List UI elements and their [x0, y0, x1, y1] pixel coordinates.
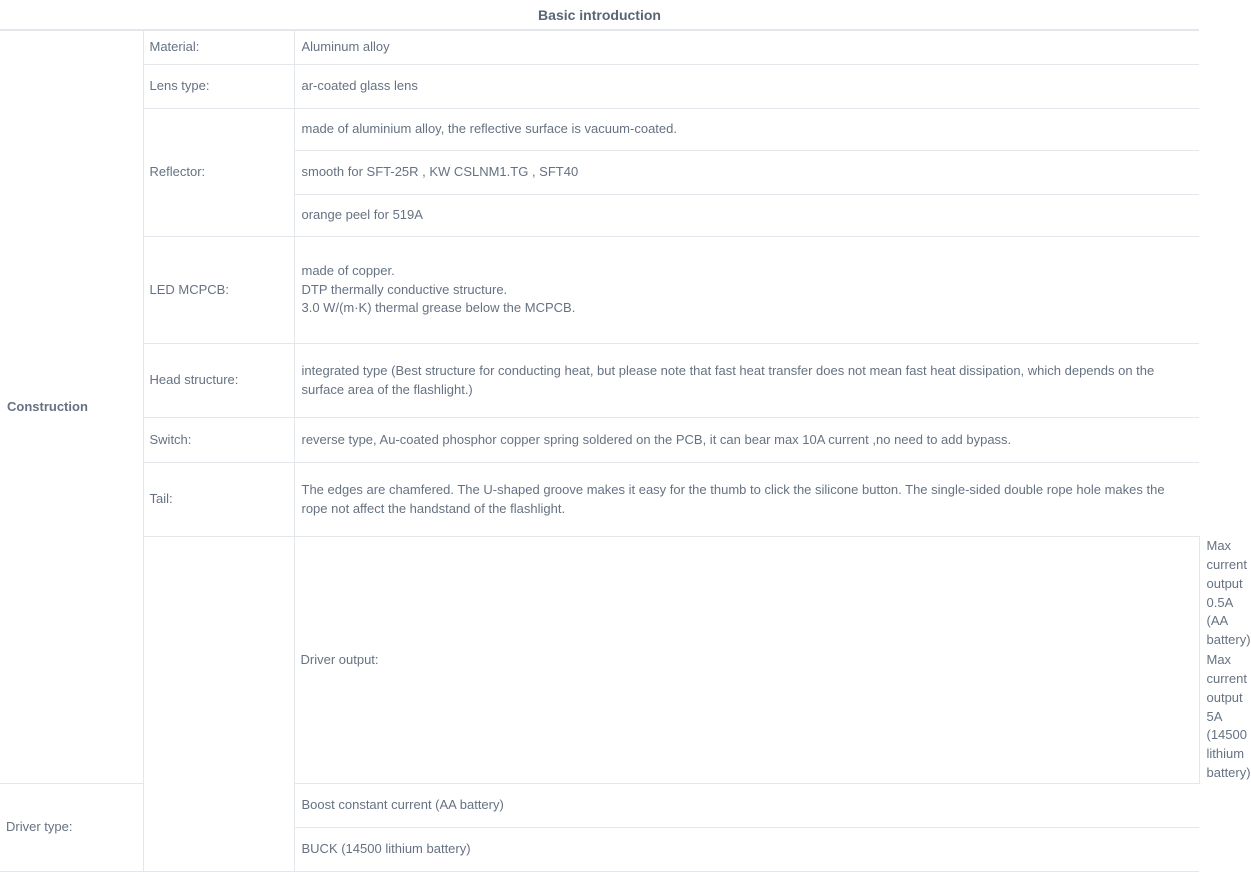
mcpcb-line-1: made of copper.	[301, 262, 395, 278]
row-label-reflector: Reflector:	[143, 109, 294, 237]
table-row: Driver output: Max current output 0.5A (AA battery)	[0, 537, 1199, 651]
row-value-switch: reverse type, Au-coated phosphor copper spring soldered on the PCB, it can bear max 10A current ,no need to add bypass.	[294, 418, 1199, 463]
group-construction: Construction	[0, 31, 143, 784]
row-value-reflector-2: smooth for SFT-25R , KW CSLNM1.TG , SFT40	[294, 151, 1199, 195]
table-row	[0, 463, 1199, 537]
row-value-lens: ar-coated glass lens	[294, 65, 1199, 109]
table-row	[0, 65, 1199, 109]
table-row	[0, 418, 1199, 463]
row-value-driver-type-2: BUCK (14500 lithium battery)	[294, 827, 1199, 871]
mcpcb-line-3: 3.0 W/(m·K) thermal grease below the MCPCB.	[301, 300, 576, 316]
table-row	[0, 109, 1199, 151]
row-label-lens: Lens type:	[143, 65, 294, 109]
row-label-driver-type: Driver type:	[0, 783, 143, 871]
table-row: Max current output 5A (14500 lithium battery)	[1206, 652, 1251, 781]
row-value-head: integrated type (Best structure for conducting heat, but please note that fast heat transfer does not mean fast heat dissipation, which depends on the surface area of the flashlight.)	[294, 344, 1199, 418]
group-driver	[143, 537, 294, 872]
row-value-reflector-1: made of aluminium alloy, the reflective surface is vacuum-coated.	[294, 109, 1199, 151]
row-value-material: Aluminum alloy	[294, 31, 1199, 65]
row-label-driver-output: Driver output:	[294, 537, 1199, 784]
row-value-tail: The edges are chamfered. The U-shaped groove makes it easy for the thumb to click the silicone button. The single-sided double rope hole makes the rope not affect the handstand of the flashlight.	[294, 463, 1199, 537]
row-value-mcpcb	[294, 237, 1199, 344]
row-label-switch: Switch:	[143, 418, 294, 463]
table-title: Basic introduction	[0, 0, 1199, 30]
row-value-driver-type-1: Boost constant current (AA battery)	[294, 783, 1199, 827]
row-value-reflector-3: orange peel for 519A	[294, 195, 1199, 237]
table-row	[0, 31, 1199, 65]
row-label-mcpcb: LED MCPCB:	[143, 237, 294, 344]
table-row	[0, 344, 1199, 418]
row-label-material: Material:	[143, 31, 294, 65]
row-label-head: Head structure:	[143, 344, 294, 418]
spec-table	[0, 30, 1251, 872]
table-row	[0, 237, 1199, 344]
mcpcb-line-2: DTP thermally conductive structure.	[301, 281, 508, 297]
row-label-tail: Tail:	[143, 463, 294, 537]
